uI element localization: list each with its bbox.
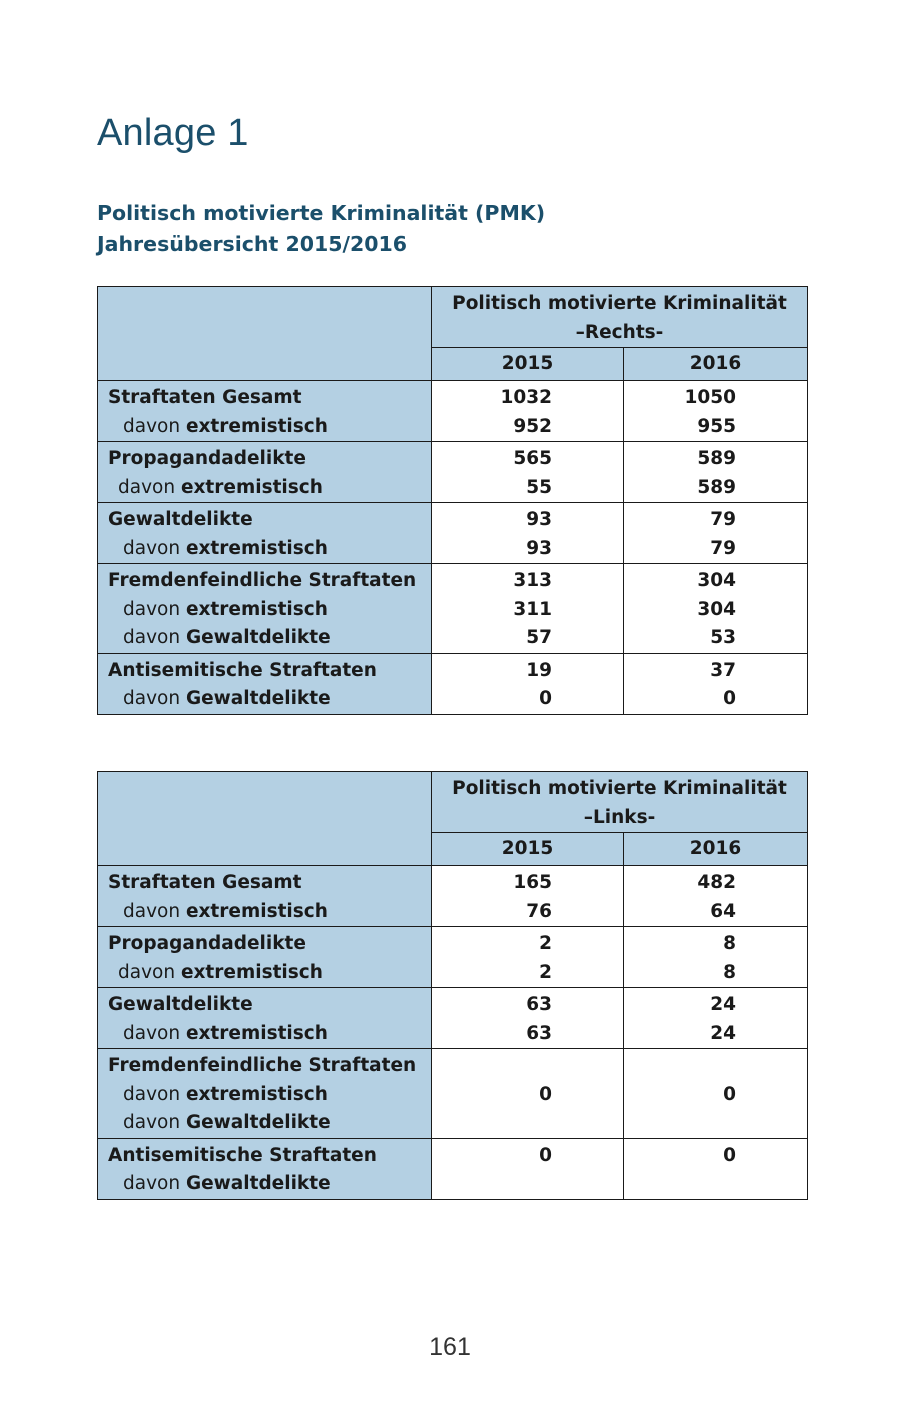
subcategory-prefix: davon [123, 1173, 186, 1194]
value-cell [432, 653, 624, 714]
subcategory-term: extremistisch [180, 476, 323, 498]
value: 2 [539, 961, 552, 983]
header-blank-cell [98, 287, 432, 381]
value: 63 [526, 994, 552, 1015]
row-label-cell [98, 381, 432, 442]
subcategory-term: extremistisch [185, 598, 328, 620]
subcategory-prefix: davon [123, 1083, 186, 1105]
table-row [98, 381, 808, 442]
row-subcategory [108, 624, 431, 653]
year-header-cell: 2016 [624, 348, 808, 381]
row-subcategory [108, 1081, 431, 1110]
value-cell [432, 1049, 624, 1139]
value: 1050 [684, 387, 737, 408]
row-subcategory [108, 413, 431, 442]
row-category: Antisemitische Straftaten [108, 1144, 377, 1166]
value-cell [432, 442, 624, 503]
header-row [98, 772, 808, 833]
subcategory-prefix: davon [123, 598, 186, 620]
value: 19 [526, 659, 552, 681]
row-label-cell [98, 564, 432, 654]
row-subcategory [108, 1020, 431, 1049]
value-cell [432, 564, 624, 654]
value: 0 [539, 688, 552, 709]
header-subtitle-line: –Links- [583, 807, 656, 828]
row-label-cell [98, 866, 432, 927]
header-title-cell [432, 772, 808, 833]
subtitle-line-1: Politisch motivierte Kriminalität (PMK) [97, 201, 546, 225]
page-title: Anlage 1 [97, 112, 249, 154]
value-cell [624, 381, 808, 442]
pmk-table-links [97, 771, 808, 1200]
value: 37 [710, 659, 737, 681]
value: 57 [526, 627, 552, 648]
value-cell [624, 564, 808, 654]
subcategory-prefix: davon [123, 415, 186, 437]
value: 53 [710, 627, 737, 648]
value: 311 [513, 598, 552, 620]
subcategory-term: extremistisch [185, 1083, 328, 1105]
value-cell [432, 503, 624, 564]
value: 79 [710, 537, 737, 559]
subtitle-line-2: Jahresübersicht 2015/2016 [97, 232, 408, 256]
value-cell [624, 866, 808, 927]
value-cell [624, 503, 808, 564]
subcategory-prefix: davon [123, 688, 186, 709]
subcategory-prefix: davon [123, 1112, 186, 1133]
section-subtitle [97, 198, 545, 260]
row-subcategory [108, 474, 431, 503]
value: 24 [710, 1022, 737, 1044]
row-label-cell [98, 1049, 432, 1139]
value: 952 [513, 415, 552, 437]
value: 0 [723, 688, 737, 709]
row-category: Gewaltdelikte [108, 994, 253, 1015]
value-cell [432, 1138, 624, 1199]
value-cell [432, 381, 624, 442]
value: 0 [723, 1144, 737, 1166]
subcategory-term: extremistisch [185, 1022, 328, 1044]
row-label-cell [98, 503, 432, 564]
value-cell [432, 988, 624, 1049]
row-subcategory [108, 1170, 431, 1199]
value: 0 [539, 1083, 552, 1105]
table-row [98, 866, 808, 927]
row-category: Fremdenfeindliche Straftaten [108, 1055, 417, 1076]
row-category: Antisemitische Straftaten [108, 659, 377, 681]
value: 79 [710, 509, 737, 530]
row-category: Straftaten Gesamt [108, 387, 302, 408]
header-title-line: Politisch motivierte Kriminalität [452, 293, 787, 314]
subcategory-term: Gewaltdelikte [185, 688, 331, 709]
value-cell [624, 1138, 808, 1199]
row-category: Propagandadelikte [108, 448, 306, 469]
value: 0 [723, 1083, 737, 1105]
value: 482 [697, 872, 737, 893]
subcategory-term: Gewaltdelikte [185, 1173, 331, 1194]
header-subtitle-line: –Rechts- [575, 322, 664, 343]
table-row [98, 927, 808, 988]
value-cell [432, 927, 624, 988]
row-category: Gewaltdelikte [108, 509, 253, 530]
row-label-cell [98, 1138, 432, 1199]
row-category: Fremdenfeindliche Straftaten [108, 570, 417, 591]
value: 8 [723, 933, 737, 954]
value: 93 [526, 509, 552, 530]
value-cell [624, 1049, 808, 1139]
subcategory-term: extremistisch [180, 961, 323, 983]
value: 589 [697, 448, 737, 469]
row-subcategory [108, 596, 431, 625]
subcategory-term: Gewaltdelikte [185, 1112, 331, 1133]
table-row [98, 988, 808, 1049]
row-label-cell [98, 653, 432, 714]
row-subcategory [108, 685, 431, 714]
subcategory-prefix: davon [123, 900, 186, 922]
header-title-cell [432, 287, 808, 348]
table-row [98, 564, 808, 654]
row-subcategory [108, 535, 431, 564]
value-cell [624, 442, 808, 503]
header-title-line: Politisch motivierte Kriminalität [452, 778, 787, 799]
table-row [98, 653, 808, 714]
value: 76 [526, 900, 552, 922]
value: 0 [539, 1144, 552, 1166]
subcategory-prefix: davon [123, 1022, 186, 1044]
row-subcategory [108, 898, 431, 927]
subcategory-term: extremistisch [185, 900, 328, 922]
subcategory-term: Gewaltdelikte [185, 627, 331, 648]
value: 955 [697, 415, 737, 437]
row-label-cell [98, 927, 432, 988]
value: 55 [526, 476, 552, 498]
row-subcategory [108, 959, 431, 988]
value: 565 [513, 448, 552, 469]
value: 64 [710, 900, 737, 922]
value: 313 [513, 570, 552, 591]
subcategory-prefix: davon [123, 537, 186, 559]
table-row [98, 442, 808, 503]
row-label-cell [98, 442, 432, 503]
year-header-cell: 2015 [432, 833, 624, 866]
subcategory-prefix: davon [118, 961, 181, 983]
value-cell [432, 866, 624, 927]
subcategory-term: extremistisch [185, 415, 328, 437]
value: 93 [526, 537, 552, 559]
header-row [98, 287, 808, 348]
value-cell [624, 988, 808, 1049]
year-header-cell: 2015 [432, 348, 624, 381]
pmk-table-rechts [97, 286, 808, 715]
value: 304 [697, 570, 737, 591]
row-label-cell [98, 988, 432, 1049]
value: 304 [697, 598, 737, 620]
page-number: 161 [429, 1333, 471, 1361]
year-header-cell: 2016 [624, 833, 808, 866]
value: 8 [723, 961, 737, 983]
subcategory-prefix: davon [123, 627, 186, 648]
table-row [98, 503, 808, 564]
table-row [98, 1049, 808, 1139]
header-blank-cell [98, 772, 432, 866]
value: 2 [539, 933, 552, 954]
row-category: Propagandadelikte [108, 933, 306, 954]
subcategory-term: extremistisch [185, 537, 328, 559]
value-cell [624, 653, 808, 714]
table-row [98, 1138, 808, 1199]
value: 589 [697, 476, 737, 498]
subcategory-prefix: davon [118, 476, 181, 498]
value: 24 [710, 994, 737, 1015]
value-cell [624, 927, 808, 988]
value: 1032 [500, 387, 552, 408]
value: 63 [526, 1022, 552, 1044]
value: 165 [513, 872, 552, 893]
row-subcategory [108, 1109, 431, 1138]
row-category: Straftaten Gesamt [108, 872, 302, 893]
